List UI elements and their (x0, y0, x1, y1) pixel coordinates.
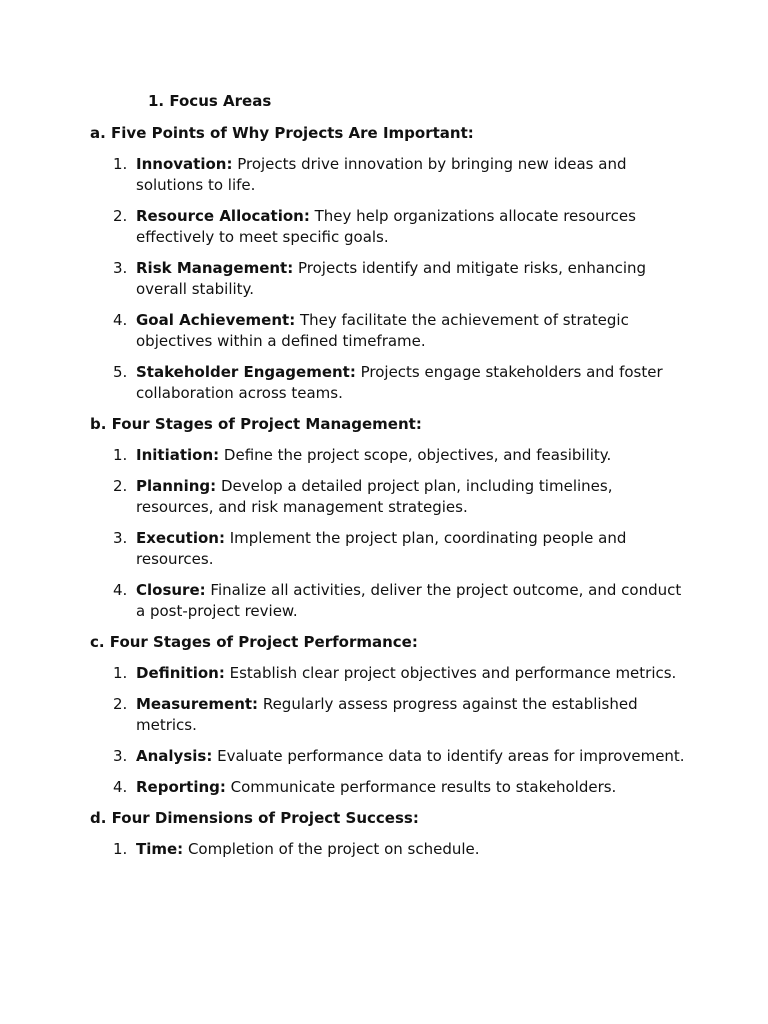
item-text: Define the project scope, objectives, and feasibility. (219, 446, 612, 464)
document-body (90, 123, 690, 870)
item-term: Measurement: (136, 695, 259, 713)
item-number: 2. (113, 207, 128, 225)
section-heading: a. Five Points of Why Projects Are Important: (90, 124, 474, 142)
list-item (90, 445, 690, 466)
item-term: Analysis: (136, 747, 213, 765)
item-term: Initiation: (136, 446, 220, 464)
section-project-success-dimensions (90, 808, 690, 860)
list-item (90, 777, 690, 798)
item-text: Projects drive innovation by bringing new ideas and solutions to life. (136, 155, 627, 194)
item-list (90, 663, 690, 798)
item-text: Regularly assess progress against the established metrics. (136, 695, 638, 734)
item-number: 1. (113, 664, 128, 682)
item-term: Time: (136, 840, 184, 858)
item-text: Establish clear project objectives and performance metrics. (224, 664, 677, 682)
item-number: 5. (113, 363, 128, 381)
item-term: Reporting: (136, 778, 226, 796)
list-item (90, 694, 690, 736)
item-term: Risk Management: (136, 259, 294, 277)
item-number: 1. (113, 446, 128, 464)
item-text: Develop a detailed project plan, including timelines, resources, and risk management strategies. (136, 477, 613, 516)
list-item (90, 206, 690, 248)
item-number: 3. (113, 747, 128, 765)
item-term: Stakeholder Engagement: (136, 363, 356, 381)
item-number: 3. (113, 259, 128, 277)
item-term: Closure: (136, 581, 206, 599)
page-title: 1. Focus Areas (148, 92, 272, 110)
section-project-performance-stages (90, 632, 690, 798)
item-text: Projects engage stakeholders and foster collaboration across teams. (136, 363, 663, 402)
item-number: 4. (113, 778, 128, 796)
item-text: Evaluate performance data to identify areas for improvement. (212, 747, 685, 765)
list-item (90, 663, 690, 684)
list-item (90, 476, 690, 518)
item-number: 2. (113, 695, 128, 713)
item-text: Finalize all activities, deliver the project outcome, and conduct a post-project review. (136, 581, 682, 620)
item-list (90, 445, 690, 622)
list-item (90, 154, 690, 196)
item-term: Planning: (136, 477, 217, 495)
list-item (90, 362, 690, 404)
list-item (90, 746, 690, 767)
list-item (90, 580, 690, 622)
item-text: Completion of the project on schedule. (183, 840, 480, 858)
item-number: 1. (113, 840, 128, 858)
item-list (90, 154, 690, 404)
list-item (90, 839, 690, 860)
section-heading: c. Four Stages of Project Performance: (90, 633, 418, 651)
item-text: They facilitate the achievement of strategic objectives within a defined timeframe. (136, 311, 629, 350)
item-number: 3. (113, 529, 128, 547)
item-number: 4. (113, 581, 128, 599)
section-heading: b. Four Stages of Project Management: (90, 415, 422, 433)
list-item (90, 528, 690, 570)
item-term: Definition: (136, 664, 225, 682)
item-text: Projects identify and mitigate risks, enhancing overall stability. (136, 259, 647, 298)
item-text: Communicate performance results to stakeholders. (225, 778, 617, 796)
item-text: Implement the project plan, coordinating people and resources. (136, 529, 627, 568)
item-term: Innovation: (136, 155, 233, 173)
item-text: They help organizations allocate resources effectively to meet specific goals. (136, 207, 636, 246)
item-number: 4. (113, 311, 128, 329)
section-why-projects-important (90, 123, 690, 404)
item-term: Execution: (136, 529, 225, 547)
list-item (90, 310, 690, 352)
section-heading: d. Four Dimensions of Project Success: (90, 809, 419, 827)
item-number: 2. (113, 477, 128, 495)
item-term: Goal Achievement: (136, 311, 296, 329)
item-list (90, 839, 690, 860)
item-term: Resource Allocation: (136, 207, 310, 225)
section-project-management-stages (90, 414, 690, 622)
item-number: 1. (113, 155, 128, 173)
list-item (90, 258, 690, 300)
